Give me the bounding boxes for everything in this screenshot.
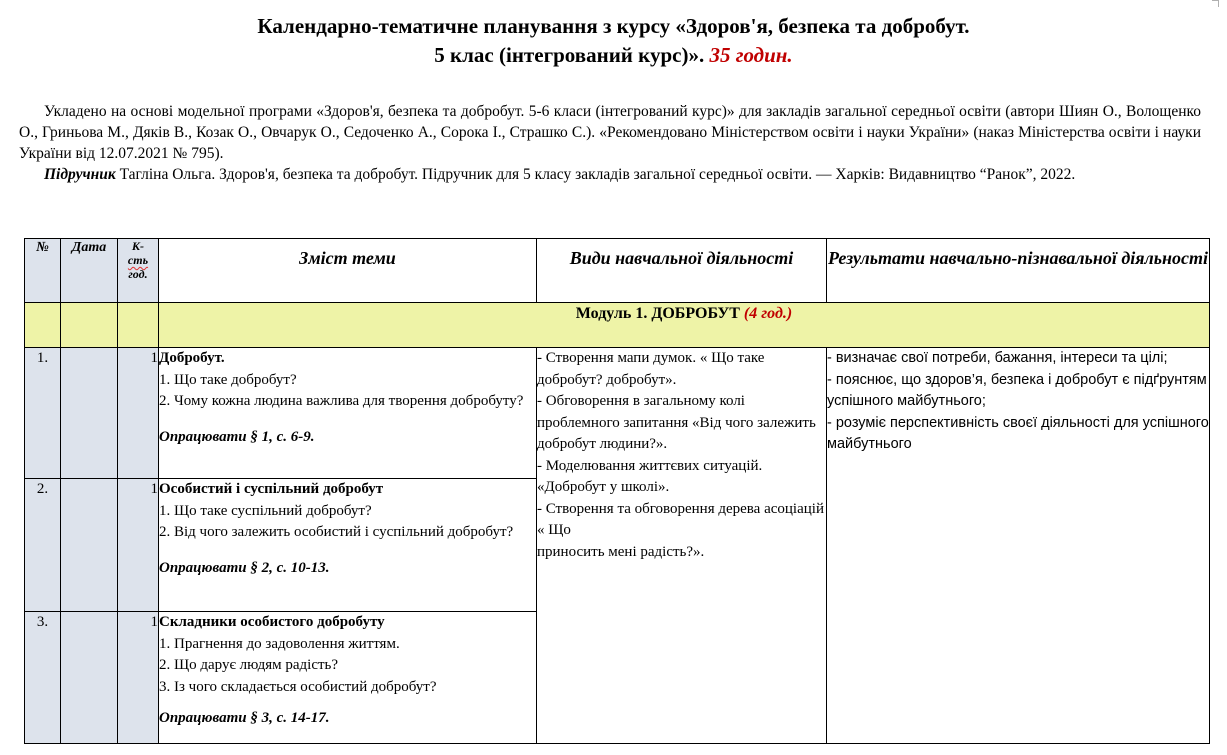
module-cell-empty [25, 303, 61, 348]
textbook-text: Тагліна Ольга. Здоров'я, безпека та добробут. Підручник для 5 класу закладів загальної середньої освіти. — Харків: Видавництво “Ранок”, 2022. [115, 166, 1076, 183]
activities-cell [537, 348, 827, 744]
topic-item: 1. Що таке суспільний добробут? [159, 502, 372, 519]
header-activities: Види навчальної діяльності [537, 239, 827, 303]
document-title [0, 12, 1227, 70]
row-hours-count: 1 [118, 479, 159, 612]
module-cell-empty [61, 303, 118, 348]
result-item: - визначає свої потреби, бажання, інтереси та цілі; [827, 350, 1168, 366]
results-cell [827, 348, 1210, 744]
topic-title: Добробут. [159, 350, 225, 366]
topic-item: 1. Прагнення до задоволення життям. [159, 635, 400, 652]
topic-title: Особистий і суспільний добробут [159, 481, 384, 497]
header-count [118, 239, 159, 303]
page-corner-mark [1212, 0, 1219, 7]
result-item: - пояснює, що здоров’я, безпека і добробут є підґрунтям успішного майбутнього; [827, 371, 1207, 409]
topic-item: 2. Від чого залежить особистий і суспільний добробут? [159, 524, 514, 540]
row-hours-count: 1 [118, 348, 159, 479]
row-date [61, 348, 118, 479]
textbook-label: Підручник [44, 166, 116, 183]
row-number: 3. [25, 612, 61, 744]
header-count-line1: К- [131, 239, 145, 253]
title-hours: 35 годин. [709, 43, 793, 67]
row-topic [159, 479, 537, 612]
header-date: Дата [61, 239, 118, 303]
module-label: Модуль 1. ДОБРОБУТ [575, 305, 740, 322]
row-number: 2. [25, 479, 61, 612]
activity-item: - Моделювання життєвих ситуацій. «Добробут у школі». [537, 457, 763, 495]
result-item: - розуміє перспективність своєї діяльності для успішного майбутнього [827, 414, 1209, 452]
topic-item: 2. Що дарує людям радість? [159, 657, 339, 673]
topic-item: 2. Чому кожна людина важлива для творення добробуту? [159, 393, 524, 409]
activity-item: - Створення та обговорення дерева асоціацій « Що [537, 500, 824, 538]
row-topic [159, 348, 537, 479]
title-line-2-text: 5 клас (інтегрований курс)». [434, 43, 705, 67]
activity-item: приносить мені радість?». [537, 543, 705, 560]
topic-reference: Опрацювати § 2, с. 10-13. [159, 559, 330, 576]
module-hours: (4 год.) [743, 305, 793, 322]
textbook-paragraph [19, 164, 1201, 185]
module-cell-empty [118, 303, 159, 348]
table-row [25, 348, 1210, 479]
header-topic: Зміст теми [159, 239, 537, 303]
topic-item: 1. Що таке добробут? [159, 371, 297, 388]
row-date [61, 479, 118, 612]
intro-paragraph: Укладено на основі модельної програми «Здоров'я, безпека та добробут. 5-6 класи (інтегрований курс)» для закладів загальної середньої освіти (автори Шиян О., Волощенко О., Гриньова М., Дяків В., Козак О., Овчарук О., Седоченко А., Сорока І., Страшко С.). «Рекомендовано Міністерством освіти і науки України» (наказ Міністерства освіти і науки України від 12.07.2021 № 795). [19, 103, 1201, 162]
header-count-line2: сть [127, 253, 149, 267]
row-number: 1. [25, 348, 61, 479]
topic-title: Складники особистого добробуту [159, 614, 385, 630]
topic-reference: Опрацювати § 3, с. 14-17. [159, 710, 330, 726]
header-results: Результати навчально-пізнавальної діяльності [827, 239, 1210, 303]
activity-item: - Обговорення в загальному колі проблемного запитання «Від чого залежить добробут людини?». [537, 393, 816, 452]
header-number: № [25, 239, 61, 303]
plan-table [24, 238, 1210, 744]
activity-item: - Створення мапи думок. « Що таке добробут? добробут». [537, 350, 765, 388]
intro-section [19, 101, 1201, 185]
table-header-row [25, 239, 1210, 303]
row-hours-count: 1 [118, 612, 159, 744]
title-line-1: Календарно-тематичне планування з курсу «Здоров'я, безпека та добробут. [257, 14, 970, 38]
row-topic [159, 612, 537, 744]
row-date [61, 612, 118, 744]
topic-item: 3. Із чого складається особистий добробут? [159, 678, 437, 695]
topic-reference: Опрацювати § 1, с. 6-9. [159, 428, 315, 445]
module-title [159, 303, 1210, 348]
title-line-2 [0, 41, 1227, 70]
module-row [25, 303, 1210, 348]
header-count-line3: год. [128, 267, 148, 281]
